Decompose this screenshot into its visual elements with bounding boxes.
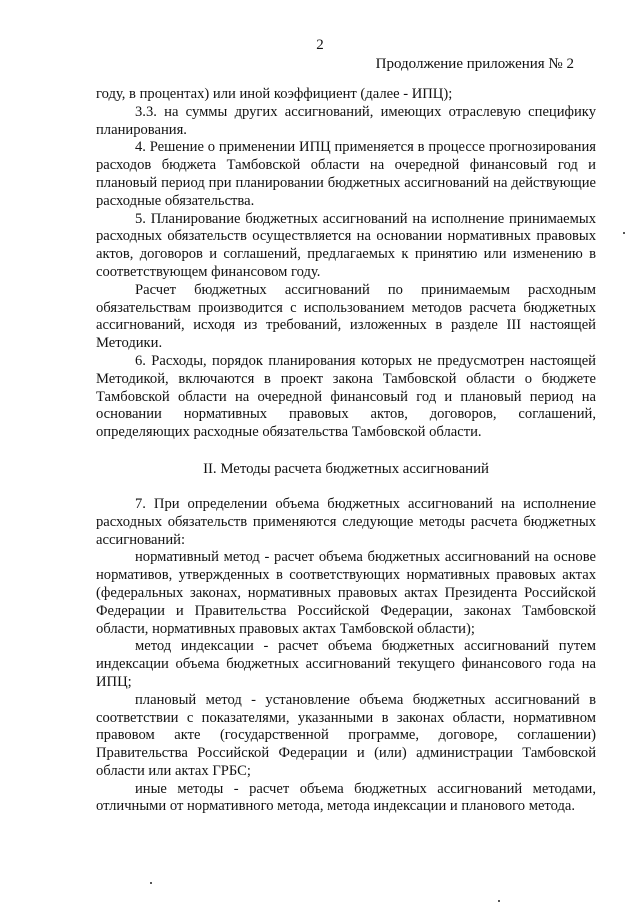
- page-number: 2: [316, 37, 324, 53]
- document-body: [96, 86, 596, 816]
- paragraph-4: 4. Решение о применении ИПЦ применяется в процессе прогнозирования расходов бюджета Тамбовской области на очередной финансовый год и плановый период при планировании бюджетных ассигнований на действующие расходные обязательства.: [96, 139, 596, 209]
- section-title: II. Методы расчета бюджетных ассигнований: [203, 460, 489, 477]
- method-other: иные методы - расчет объема бюджетных ассигнований методами, отличными от нормативного метода, метода индексации и планового метода.: [96, 780, 596, 815]
- scan-speck: [623, 232, 625, 234]
- appendix-header: Продолжение приложения № 2: [375, 56, 574, 72]
- paragraph-3-3: 3.3. на суммы других ассигнований, имеющих отраслевую специфику планирования.: [96, 103, 596, 138]
- paragraph-calculation: Расчет бюджетных ассигнований по принимаемым расходным обязательствам производится с использованием методов расчета бюджетных ассигнований, исходя из требований, изложенных в разделе III настоящей Методики.: [96, 281, 596, 352]
- method-planned: плановый метод - установление объема бюджетных ассигнований в соответствии с показателями, указанными в законах области, нормативном правовом акте (государственной программе, договоре, соглашении) Правительства Российской Федерации и (или) администрации Тамбовской области или актах ГРБС;: [96, 691, 596, 779]
- paragraph-5: 5. Планирование бюджетных ассигнований на исполнение принимаемых расходных обязательств осуществляется на основании нормативных правовых актов, договоров и соглашений, предлагаемых к принятию или изменению в соответствующем финансовом году.: [96, 210, 596, 280]
- method-indexation: метод индексации - расчет объема бюджетных ассигнований путем индексации объема бюджетных ассигнований текущего финансового года на ИПЦ;: [96, 638, 596, 690]
- scan-speck: [150, 882, 152, 884]
- paragraph-6: 6. Расходы, порядок планирования которых не предусмотрен настоящей Методикой, включаются в проект закона Тамбовской области о бюджете Тамбовской области на очередной финансовый год и плановый период на основании нормативных правовых актов, договоров, соглашений, определяющих расходные обязательства Тамбовской области.: [96, 352, 596, 441]
- paragraph-7: 7. При определении объема бюджетных ассигнований на исполнение расходных обязательств применяются следующие методы расчета бюджетных ассигнований:: [96, 495, 596, 548]
- method-normative: нормативный метод - расчет объема бюджетных ассигнований на основе нормативов, утвержденных в соответствующих нормативных правовых актах (федеральных законах, нормативных правовых актах Президента Российской Федерации и Правительства Российской Федерации, законах Тамбовской области, нормативных правовых актах Тамбовской области);: [96, 549, 596, 637]
- paragraph-continuation: году, в процентах) или иной коэффициент (далее - ИПЦ);: [96, 86, 453, 102]
- scan-speck: [498, 900, 500, 902]
